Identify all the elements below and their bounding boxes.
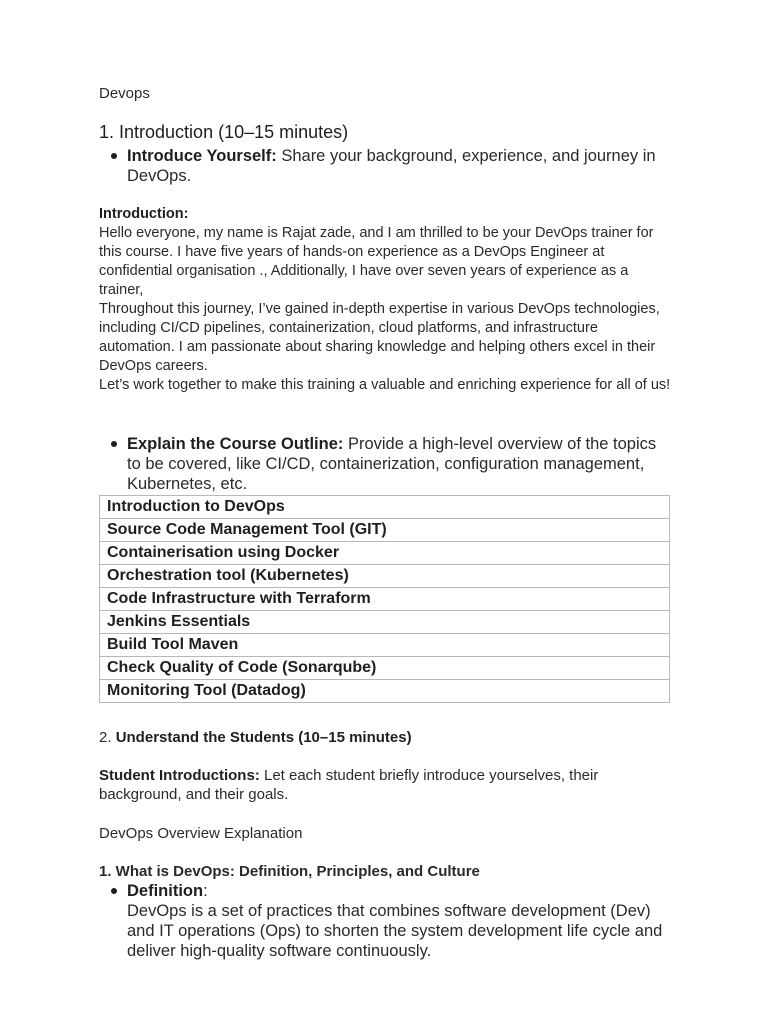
- bullet-text: Provide a high-level overview of the topics to be covered, like CI/CD, containerization, configuration management, Kubernetes, etc.: [127, 435, 657, 493]
- table-cell: Containerisation using Docker: [100, 542, 670, 565]
- table-cell: Introduction to DevOps: [100, 496, 670, 519]
- document-title: Devops: [99, 85, 150, 102]
- student-introductions-label: Student Introductions:: [99, 767, 260, 784]
- table-row: [100, 542, 670, 565]
- section-number: 2.: [99, 729, 116, 746]
- bullet-label: Introduce Yourself:: [127, 147, 277, 165]
- introduction-text-block: [99, 205, 674, 395]
- table-cell: Build Tool Maven: [100, 634, 670, 657]
- overview-title: DevOps Overview Explanation: [99, 825, 303, 842]
- table-row: [100, 519, 670, 542]
- table-cell: Orchestration tool (Kubernetes): [100, 565, 670, 588]
- section-heading-text: Understand the Students (10–15 minutes): [115, 729, 412, 746]
- bullet-text: Share your background, experience, and journey in DevOps.: [127, 147, 656, 185]
- introduction-paragraph: Let’s work together to make this training a valuable and enriching experience for all of us!: [99, 377, 671, 393]
- course-outline-table: [99, 495, 670, 703]
- bullet-icon: [111, 888, 117, 894]
- table-cell: Check Quality of Code (Sonarqube): [100, 657, 670, 680]
- table-cell: Source Code Management Tool (GIT): [100, 519, 670, 542]
- table-row: [100, 657, 670, 680]
- what-is-devops-heading: 1. What is DevOps: Definition, Principles, and Culture: [99, 863, 480, 880]
- bullet-icon: [111, 441, 117, 447]
- definition-colon: :: [203, 882, 208, 900]
- definition-text: DevOps is a set of practices that combines software development (Dev) and IT operations (Ops) to shorten the system development life cycle and deliver high-quality software continuously.: [127, 902, 663, 960]
- introduction-paragraph: Hello everyone, my name is Rajat zade, and I am thrilled to be your DevOps trainer for this course. I have five years of hands-on experience as a DevOps Engineer at confidential organisation ., Additionally, I have over seven years of experience as a trainer,: [99, 225, 654, 298]
- table-row: [100, 496, 670, 519]
- table-row: [100, 634, 670, 657]
- definition-label: Definition: [127, 882, 204, 900]
- table-row: [100, 611, 670, 634]
- table-cell: Code Infrastructure with Terraform: [100, 588, 670, 611]
- bullet-icon: [111, 153, 117, 159]
- bullet-introduce-yourself: [99, 146, 669, 186]
- table-cell: Monitoring Tool (Datadog): [100, 680, 670, 703]
- table-row: [100, 680, 670, 703]
- introduction-paragraph: Throughout this journey, I’ve gained in-depth expertise in various DevOps technologies, including CI/CD pipelines, containerization, cloud platforms, and infrastructure automation. I am passionate about sharing knowledge and helping others excel in their DevOps careers.: [99, 301, 660, 374]
- introduction-label: Introduction:: [99, 206, 189, 222]
- bullet-course-outline: [99, 434, 669, 494]
- table-row: [100, 588, 670, 611]
- bullet-definition: [99, 881, 669, 961]
- table-cell: Jenkins Essentials: [100, 611, 670, 634]
- section-heading-students: [99, 728, 674, 747]
- student-introductions-paragraph: [99, 766, 674, 804]
- table-row: [100, 565, 670, 588]
- student-introductions-text: Let each student briefly introduce yourselves, their background, and their goals.: [99, 767, 599, 803]
- section-heading-introduction: 1. Introduction (10–15 minutes): [99, 122, 349, 142]
- bullet-label: Explain the Course Outline:: [127, 435, 344, 453]
